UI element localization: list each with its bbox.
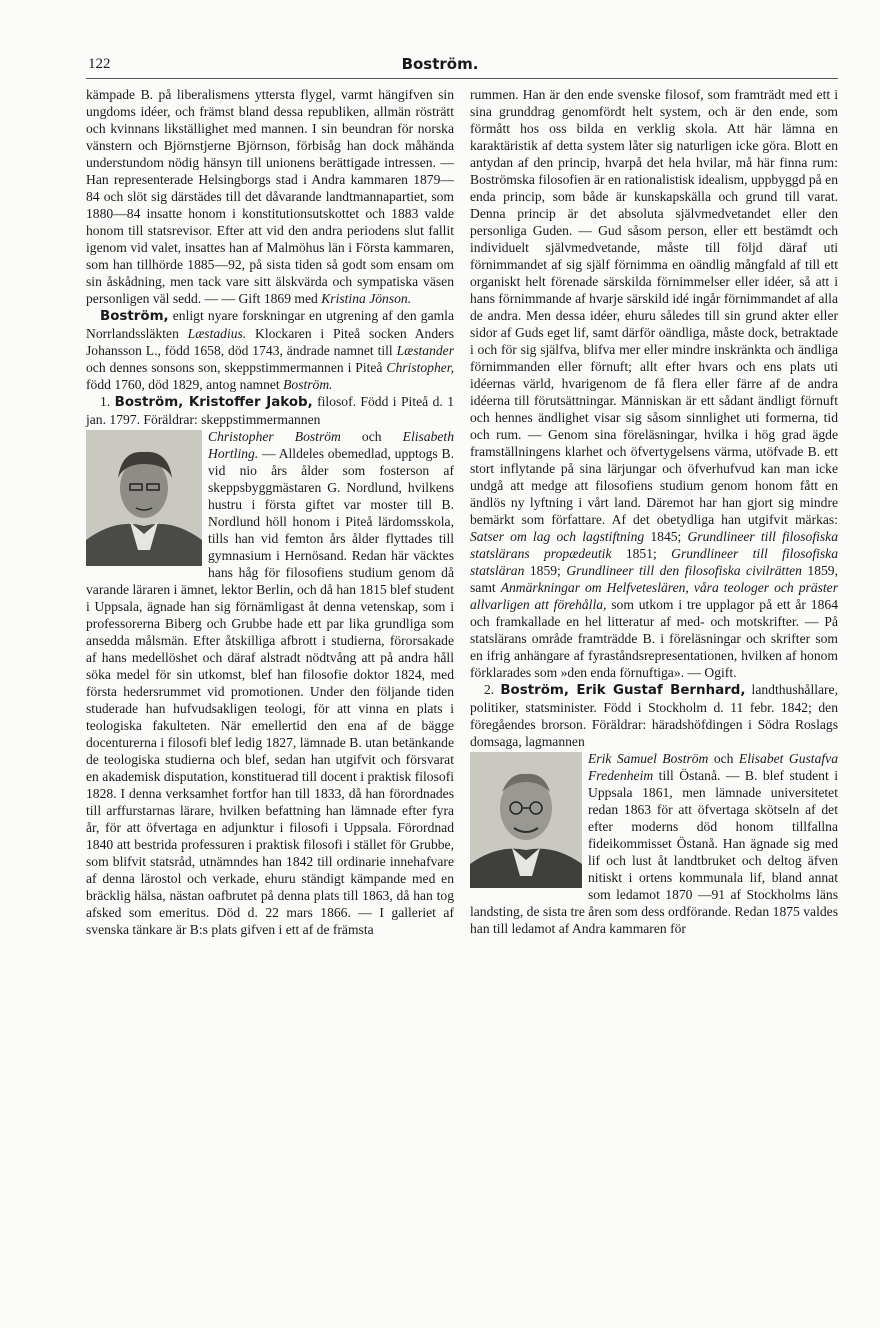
entry-text: landthushållare, politiker, statsminister. Född i Stockholm d. 11 febr. 1842; den föregåendes brorson. Föräldrar: häradshöfdingen i Södra Roslags domsaga, lagmannen (470, 682, 838, 749)
entry-number: 1. (100, 394, 111, 409)
entry-text: och (340, 429, 403, 444)
running-head: Boström. (401, 55, 479, 73)
right-column (470, 86, 838, 937)
portrait-erik-gustaf-bernhard (470, 752, 582, 888)
entry-text: — Alldeles obemedlad, upptogs B. vid nio års ålder som fosterson af skeppsbyggmästaren G. Nordlund, hvilkens hustru i första giftet var moster till B. Nordlund höll honom i Piteå lärdomsskola, tills han vid femton års ålder flyttades till gymnasium i Hernösand. Redan här väcktes hans håg för filosofiens studium genom då varande läraren i ämnet, lektor Berlin, och då han 1815 blef student i Uppsala, ägnade han sig förnämligast åt denna vetenskap, som i professorerna Biberg och Grubbe hade ett par lika grundliga som ansedda målsmän. Efter åtskilliga afbrott i studierna, förorsakade af hans medellöshet och däraf alstradt nödtvång att på andra håll söka medel för sin utkomst, blef han filosofie doktor 1824, med första hedersrummet vid promotionen. Under den följande tiden studerade han hufvudsakligen teologi, för att vinna en plats i teologiska fakulteten. När emellertid den ena af de bägge docenturerna i filosofi blef ledig 1827, lämnade B. utan betänkande de teologiska studierna och blef, sedan han utgifvit och försvarat en akademisk disputation, konstituerad till docent i praktisk filosofi 1828. I denna verksamhet fortfor han till 1833, då han förordnades till arffurstarnas lärare, hvilken befattning han lämnade efter fyra år, för att öfvertaga en adjunktur i filosofi i Uppsala. Förordnad 1840 att bestrida professuren i praktisk filosofi i stället för Grubbe, som blifvit statsråd, utnämndes han 1842 till ordinarie innehafvare af denna lärostol och verkade, ehuru ständigt kämpande med en bräcklig hälsa, nästan oafbrutet på denna plats till 1863, då han tog afsked som emeritus. Död d. 22 mars 1866. — I galleriet af svenska tänkare är B:s plats gifven i ett af de främsta (86, 446, 454, 937)
father-name-italic: Christopher Boström (208, 429, 341, 444)
entry-kristoffer-jakob (86, 393, 454, 428)
portrait-engraving-icon (86, 430, 202, 566)
work-year: 1859; (524, 563, 567, 578)
family-entry (86, 307, 454, 393)
work-year: 1859, samt (470, 563, 839, 595)
mother-name: Elisabeth Hortling. (208, 429, 454, 461)
work-title: Anmärkningar om Helfveteslären, våra teologer och präster allvarligen att förehålla, (470, 580, 839, 612)
portrait-kristoffer-jakob (86, 430, 202, 566)
spouse-name: Kristina Jönson. (321, 291, 412, 306)
family-name-christopher: Christopher, (386, 360, 454, 375)
family-name-laestander: Læstander (396, 343, 454, 358)
family-text: född 1760, död 1829, antog namnet (86, 377, 284, 392)
work-title: Satser om lag och lagstiftning (470, 529, 645, 544)
family-name-bostrom: Boström. (283, 377, 333, 392)
entry-kristoffer-body (86, 428, 454, 938)
entry-text: till Östanå. — B. blef student i Uppsala 1861, men lämnade universitetet redan 1863 för att öfvertaga skötseln af det efter moderns död honom tillfallna fideikommisset Östanå. Han ägnade sig med lif och lust åt landtbruket och deltog äfven nitiskt i ortens kommunala lif, bland annat som ledamot 1870 —91 af Stockholms läns landsting, de sista tre åren som dess ordförande. Redan 1875 valdes han till ledamot af Andra kammaren för (470, 768, 838, 936)
family-text: Klockaren i Piteå socken Anders Johansson L., född 1658, död 1743, ändrade namnet till (86, 326, 454, 358)
work-year: 1845; (644, 529, 688, 544)
work-title: Grundlineer till filosofiska statslärans propædeutik (470, 529, 839, 561)
paragraph-text: rummen. Han är den ende svenske filosof, som framträdt med ett i sina grunddrag genomfördt helt system, och är den ende, som förmått hos oss bilda en verklig skola. Att här lämna en karaktäristik af detta system låter sig naturligen icke göra. Blott en antydan af den princip, hvarpå det hela hvilar, må här finna rum: Boströmska filosofien är en rationalistisk idealism, uppbyggd på en enda princip, som både är kunskapskälla och grund till varat. Denna princip är det absoluta självmedvetandet eller den personliga Guden. — Gud såsom person, eller ett bestämdt och individuelt självmedvetande, måste till följd däraf uti förnimmandet af sig själf förnimma en oändlig mångfald af till ett organiskt helt förenade särskilda förnimmelser eller idéer, så att i hans förnimmande af hvarje särskild idé ingår förnimmandet af alla de andra. Men dessa idéer, ehuru således till sin grund akter eller sidor af Guds eget lif, samt därför oändliga, måste dock, betraktade i och för sig själfva, blifva mer eller mindre inskränkta och ändliga förnimmanden eller förnuft; allt efter hvars och ens plats uti idéernas värld, hvarigenom de få flera eller färre af de andra idéerna till förutsättningar. Människan är ett sådant ändligt förnuft och hennes ändlighet visar sig såsom sinnlighet uti formerna, tid och rum. — Genom sina föreläsningar, hvilka i hög grad ägde framställningens klarhet och öfvertygelsens värma, utöfvade B. ett stort inflytande på sina lärjungar och öfverhufvud kan man icke undgå att medge att filosofiens studium genom honom fått en ändlös ny lyftning i vårt land. Däremot har han gjort sig mindre bemärkt som författare. Af det obetydliga han utgifvit märkas: (470, 87, 838, 527)
paragraph-liberalism (86, 86, 454, 307)
entry-erik-body (470, 750, 838, 937)
family-headword: Boström, (100, 309, 169, 324)
family-name-laestadius: Læstadius. (187, 326, 247, 341)
entry-headword: Boström, Kristoffer Jakob, (114, 395, 313, 410)
work-title: Grundlineer till den filosofiska civilrätten (566, 563, 802, 578)
paragraph-philosophy (470, 86, 838, 681)
family-text: enligt nyare forskningar en utgrening af den gamla Norrlandssläkten (86, 308, 454, 341)
paragraph-text: som utkom i tre upplagor på ett år 1864 och framkallade en hel litteratur af med- och motskrifter. — På statslärans område framträdde B. i föreläsningar och skrifter som en ifrig anhängare af fyraståndsrepresentationen, hvilken af honom förklarades som »den enda förnuftiga». — Ogift. (470, 597, 838, 680)
page-number: 122 (88, 56, 111, 72)
paragraph-text: kämpade B. på liberalismens yttersta flygel, varmt hängifven sin ungdoms idéer, och främst bland dessa republiken, allmän rösträtt och kvinnans likställighet med mannen. I sin beundran för norska vänstern och Björnstjerne Björnson, förbisåg han dock måhända understundom nödig hänsyn till unionens berättigade intressen. — Han representerade Helsingborgs stad i Andra kammaren 1879—84 och slöt sig därstädes till det dåvarande landtmannapartiet, som 1880—84 insatte honom i konstitutionsutskottet och 1883 valde honom till statsrevisor. Efter att vid den andra periodens slut fallit igenom vid valet, insattes han af Malmöhus län i Första kammaren, som han tillhörde 1885—92, på sista tiden så godt som ensam om sin åskådning, men tack vare sitt älskvärda och sympatiska väsen personligen väl sedd. — — Gift 1869 med (86, 87, 454, 306)
family-text: och dennes sonsons son, skeppstimmermannen i Piteå (86, 360, 387, 375)
portrait-engraving-icon (470, 752, 582, 888)
entry-text: och (708, 751, 739, 766)
mother-name: Elisabet Gustafva Fredenheim (588, 751, 838, 783)
entry-headword: Boström, Erik Gustaf Bernhard, (500, 683, 746, 698)
father-name: Erik Samuel Boström (588, 751, 709, 766)
work-year: 1851; (611, 546, 672, 561)
entry-text: filosof. Född i Piteå d. 1 jan. 1797. Föräldrar: skeppstimmermannen (86, 394, 454, 427)
header-rule (86, 78, 838, 79)
entry-erik-gustaf-bernhard (470, 681, 838, 750)
entry-number: 2. (484, 682, 495, 697)
left-column (86, 86, 454, 938)
work-title: Grundlineer till filosofiska statsläran (470, 546, 838, 578)
